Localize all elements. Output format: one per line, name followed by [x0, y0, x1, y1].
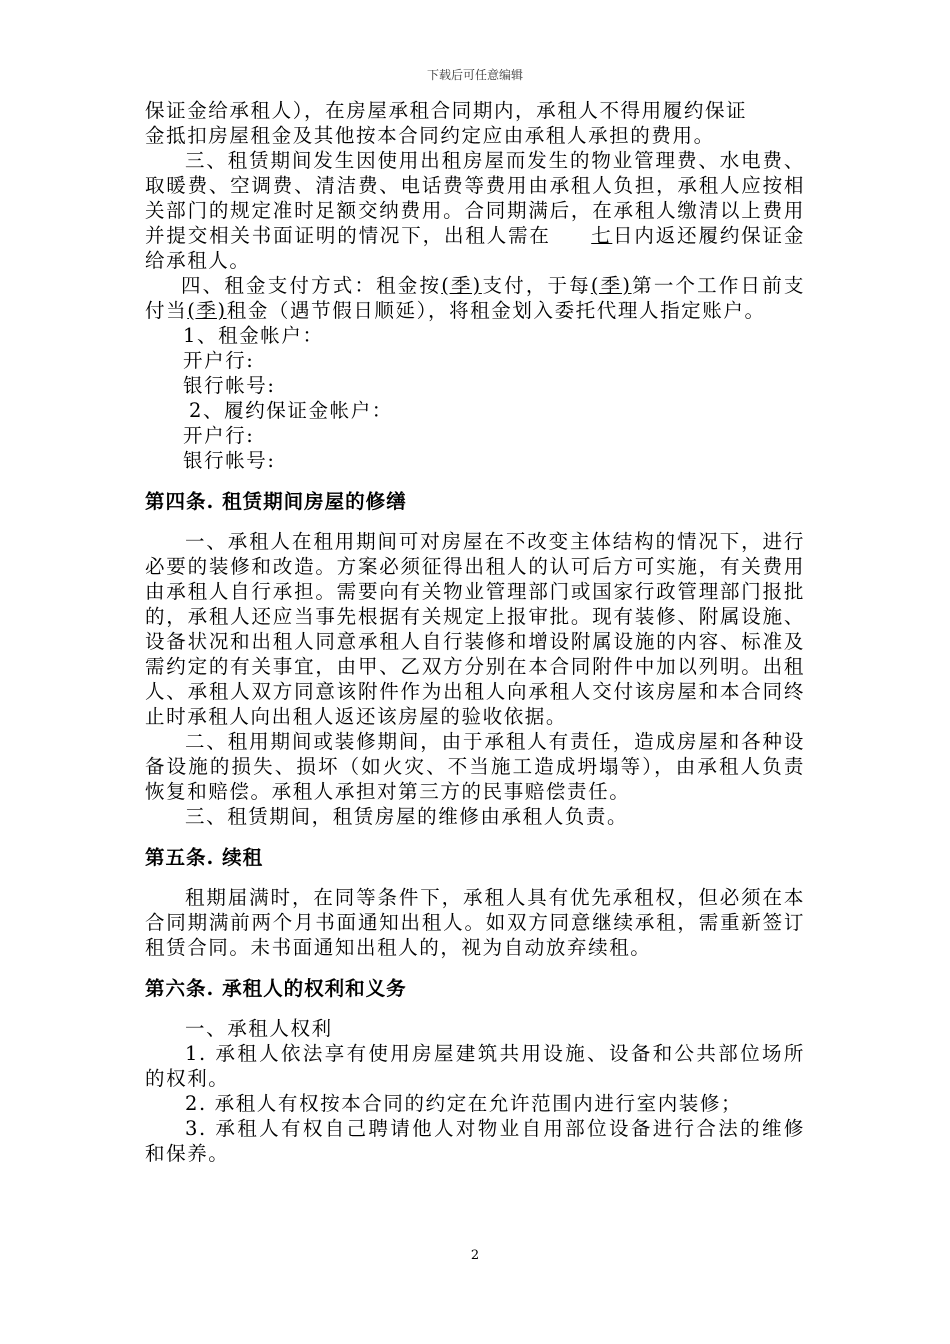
rent-account-bank: 开户行: — [183, 349, 255, 372]
paragraph-fees: 三、租赁期间发生因使用出租房屋而发生的物业管理费、水电费、取暖费、空调费、清洁费、电话费等费用由承租人负担，承租人应按相关部门的规定准时足额交纳费用。合同期满后，在承租人缴清以上费用并提交相关书面证明的情况下，出租人需在 七日内返还履约保证金给承租人。 — [145, 149, 805, 272]
section-heading-5: 第五条. 续租 — [145, 846, 264, 869]
section4-paragraph-1: 一、承租人在租用期间可对房屋在不改变主体结构的情况下，进行必要的装修和改造。方案必须征得出租人的认可后方可实施，有关费用由承租人自行承担。需要向有关物业管理部门或国家行政管理部门报批的，承租人还应当事先根据有关规定上报审批。现有装修、附属设施、设备状况和出租人同意承租人自行装修和增设附属设施的内容、标准及需约定的有关事宜，由甲、乙双方分别在本合同附件中加以列明。出租人、承租人双方同意该附件作为出租人向承租人交付该房屋和本合同终止时承租人向出租人返还该房屋的验收依据。 — [145, 530, 805, 728]
rent-account-number: 银行帐号: — [183, 374, 276, 397]
paragraph-deposit-line1: 保证金给承租人），在房屋承租合同期内，承租人不得用履约保证 — [145, 99, 748, 122]
section-heading-4: 第四条. 租赁期间房屋的修缮 — [145, 490, 407, 513]
page-number: 2 — [470, 1248, 480, 1263]
deposit-account-number: 银行帐号: — [183, 449, 276, 472]
section6-paragraph-1: 一、承租人权利 — [185, 1017, 333, 1040]
period-underline-3: (季) — [187, 299, 227, 322]
section5-paragraph-1: 租期届满时，在同等条件下，承租人具有优先承租权，但必须在本合同期满前两个月书面通知出租人。如双方同意继续承租，需重新签订租赁合同。未书面通知出租人的，视为自动放弃续租。 — [145, 886, 805, 959]
deposit-account-bank: 开户行: — [183, 424, 255, 447]
section6-paragraph-2: 1. 承租人依法享有使用房屋建筑共用设施、设备和公共部位场所的权利。 — [145, 1042, 805, 1090]
section4-paragraph-2: 二、租用期间或装修期间，由于承租人有责任，造成房屋和各种设备设施的损失、损坏（如火灾、不当施工造成坍塌等），由承租人负责恢复和赔偿。承租人承担对第三方的民事赔偿责任。 — [145, 730, 805, 803]
section6-paragraph-4: 3. 承租人有权自己聘请他人对物业自用部位设备进行合法的维修和保养。 — [145, 1117, 805, 1165]
rent-account-title: 1、租金帐户： — [183, 324, 324, 347]
period-underline-2: (季) — [590, 274, 632, 297]
section6-paragraph-3: 2. 承租人有权按本合同的约定在允许范围内进行室内装修； — [185, 1092, 743, 1115]
paragraph-deposit-line2: 金抵扣房屋租金及其他按本合同约定应由承租人承担的费用。 — [145, 124, 715, 147]
document-body — [145, 98, 805, 1166]
paragraph-payment: 四、租金支付方式：租金按(季)支付，于每(季)第一个工作日前支付当(季)租金（遇节假日顺延），将租金划入委托代理人指定账户。 — [145, 274, 806, 322]
section-heading-6: 第六条. 承租人的权利和义务 — [145, 977, 407, 1000]
deposit-account-title: 2、履约保证金帐户： — [189, 399, 393, 422]
days-blank: 七 — [591, 224, 613, 247]
period-underline-1: (季) — [441, 274, 482, 297]
page-header: 下载后可任意编辑 — [426, 68, 523, 82]
section4-paragraph-3: 三、租赁期间，租赁房屋的维修由承租人负责。 — [185, 805, 629, 828]
